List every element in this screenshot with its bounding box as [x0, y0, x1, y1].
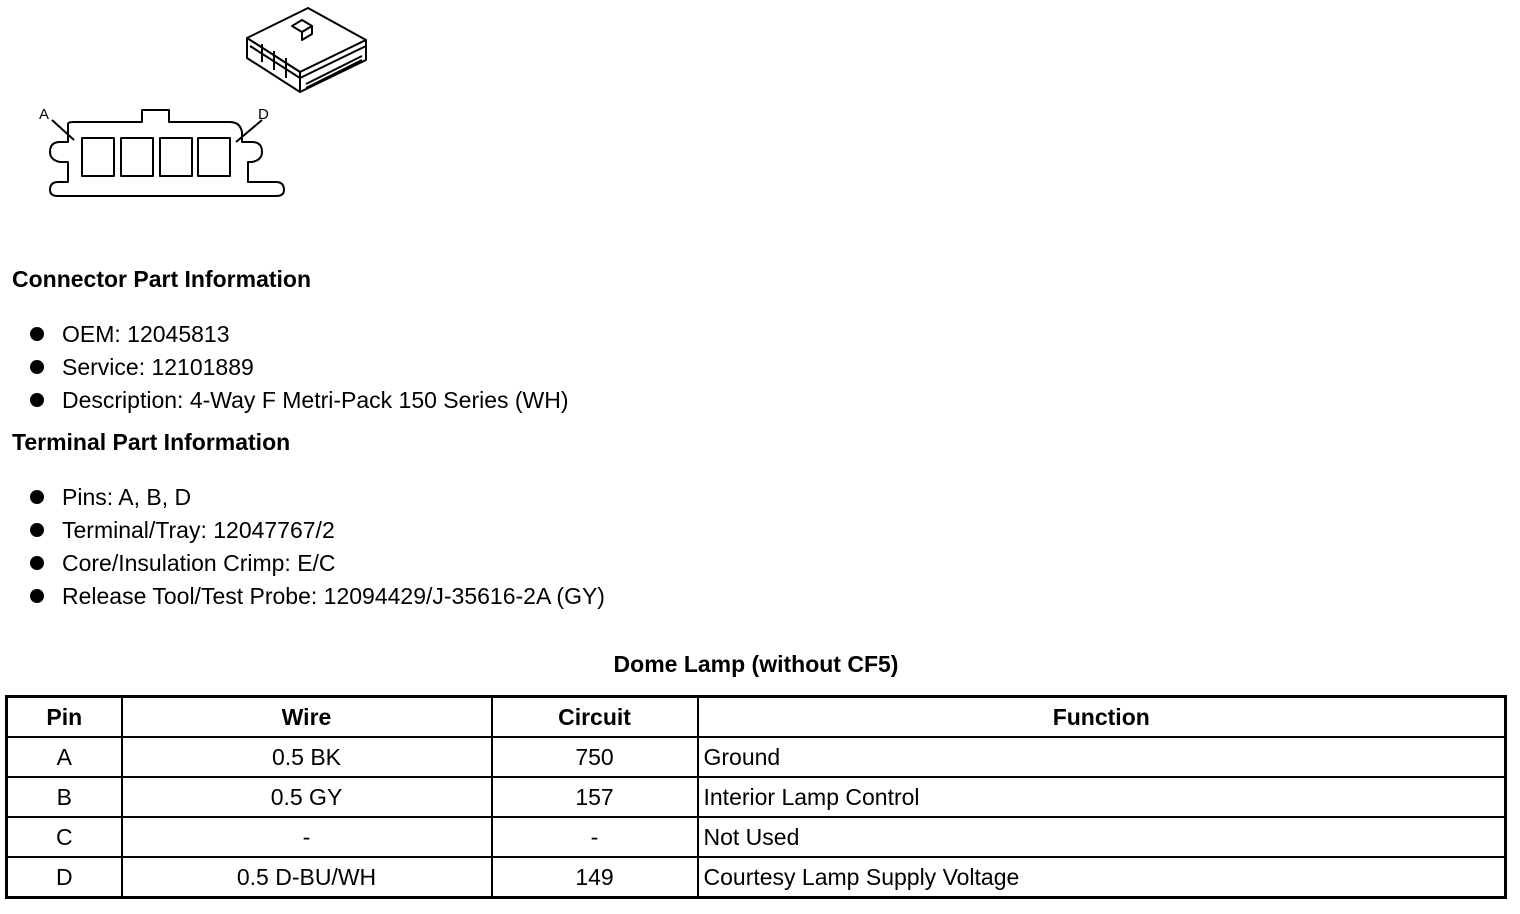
cell-wire: 0.5 D-BU/WH [122, 857, 492, 898]
cell-circuit: 157 [492, 777, 698, 817]
pin-label-a: A [39, 106, 50, 123]
cell-wire: 0.5 GY [122, 777, 492, 817]
bullet-icon [30, 523, 44, 537]
connector-3d-view [247, 8, 366, 92]
list-item-text: Terminal/Tray: 12047767/2 [62, 517, 335, 543]
cell-pin: D [7, 857, 122, 898]
cell-circuit: - [492, 817, 698, 857]
cell-function: Ground [698, 737, 1506, 777]
header-function: Function [698, 697, 1506, 738]
cell-pin: B [7, 777, 122, 817]
pinout-table [5, 695, 1507, 899]
bullet-icon [30, 360, 44, 374]
list-item-text: OEM: 12045813 [62, 321, 230, 347]
header-pin: Pin [7, 697, 122, 738]
bullet-icon [30, 490, 44, 504]
bullet-icon [30, 556, 44, 570]
connector-front-view [50, 110, 284, 196]
cell-wire: 0.5 BK [122, 737, 492, 777]
cell-pin: C [7, 817, 122, 857]
connector-part-info-heading: Connector Part Information [12, 266, 312, 292]
table-row [7, 737, 1506, 777]
list-item-text: Service: 12101889 [62, 354, 254, 380]
list-item [30, 581, 605, 614]
header-wire: Wire [122, 697, 492, 738]
list-item [30, 515, 605, 548]
table-title: Dome Lamp (without CF5) [613, 651, 899, 677]
header-circuit: Circuit [492, 697, 698, 738]
connector-part-info-list [30, 319, 569, 418]
list-item [30, 352, 569, 385]
list-item [30, 548, 605, 581]
cell-wire: - [122, 817, 492, 857]
list-item [30, 385, 569, 418]
cell-circuit: 149 [492, 857, 698, 898]
list-item-text: Pins: A, B, D [62, 484, 192, 510]
terminal-part-info-list [30, 482, 605, 614]
table-header-row [7, 697, 1506, 738]
bullet-icon [30, 327, 44, 341]
bullet-icon [30, 589, 44, 603]
list-item [30, 482, 605, 515]
list-item-text: Core/Insulation Crimp: E/C [62, 550, 336, 576]
list-item-text: Release Tool/Test Probe: 12094429/J-35616-2A (GY) [62, 583, 605, 609]
cell-function: Not Used [698, 817, 1506, 857]
list-item [30, 319, 569, 352]
bullet-icon [30, 393, 44, 407]
pin-label-d: D [258, 106, 269, 123]
list-item-text: Description: 4-Way F Metri-Pack 150 Series (WH) [62, 387, 569, 413]
table-row [7, 777, 1506, 817]
cell-pin: A [7, 737, 122, 777]
table-row [7, 817, 1506, 857]
cell-function: Interior Lamp Control [698, 777, 1506, 817]
table-row [7, 857, 1506, 898]
cell-circuit: 750 [492, 737, 698, 777]
cell-function: Courtesy Lamp Supply Voltage [698, 857, 1506, 898]
terminal-part-info-heading: Terminal Part Information [12, 429, 291, 455]
connector-illustration [0, 0, 400, 210]
